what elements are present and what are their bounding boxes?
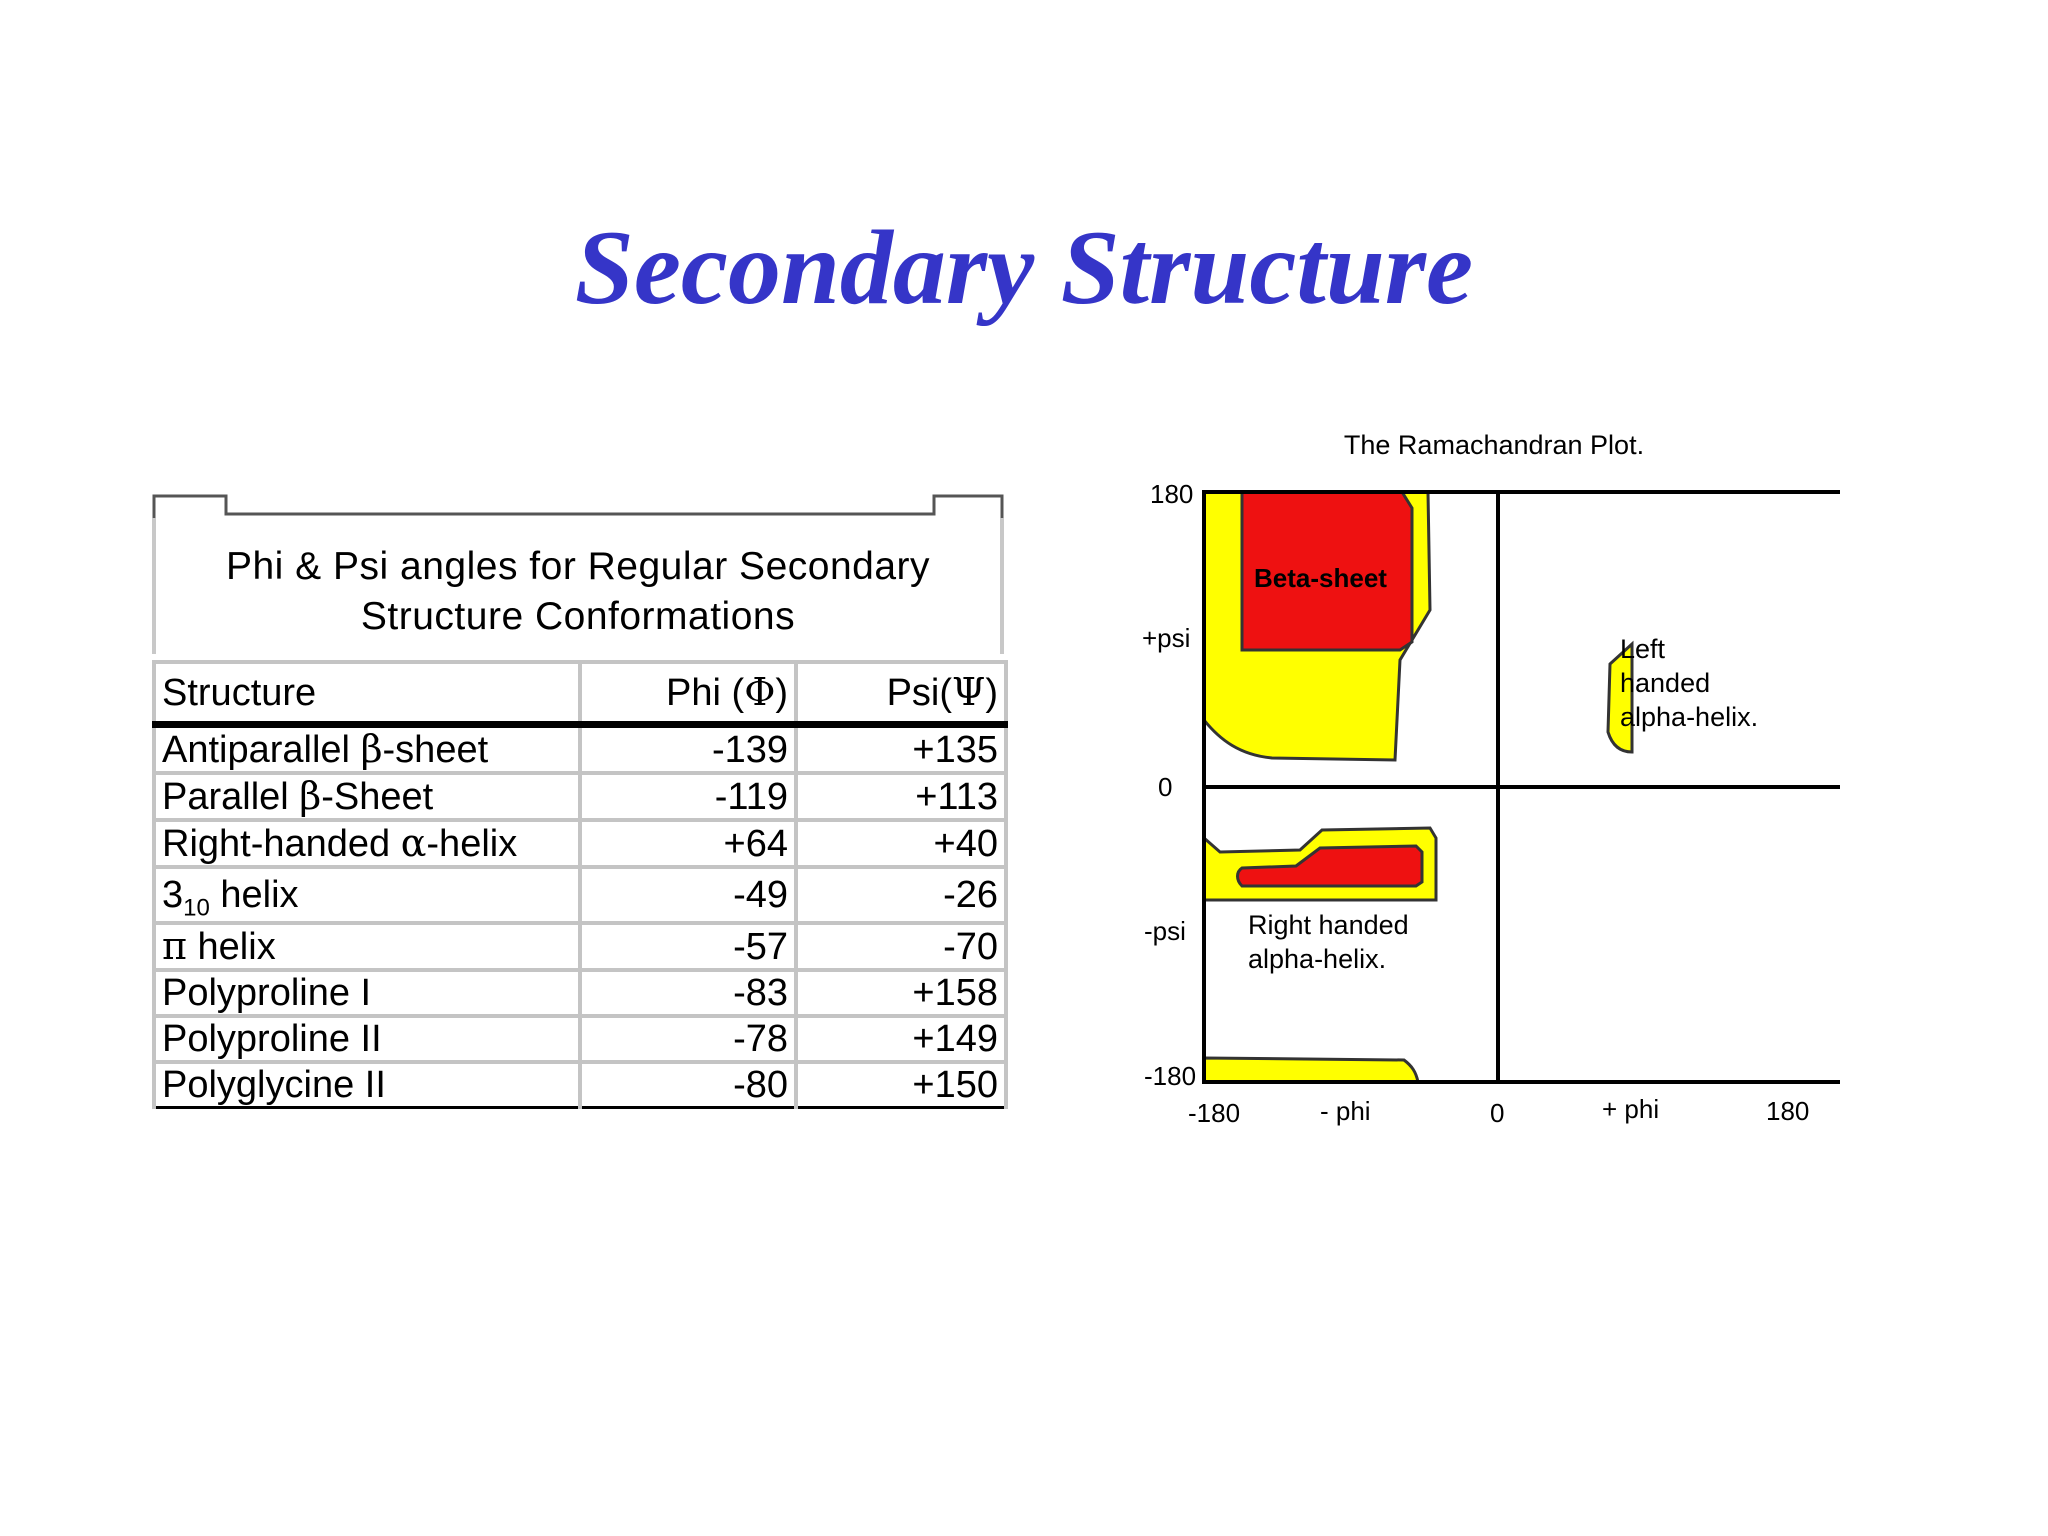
header-psi-text: Psi( xyxy=(886,672,953,714)
table-tab-border xyxy=(152,494,1004,518)
table-row xyxy=(154,820,1006,867)
greek-symbol: α xyxy=(400,821,427,865)
table-row xyxy=(154,773,1006,820)
beta-sheet-label: Beta-sheet xyxy=(1254,563,1387,593)
angles-table xyxy=(152,660,1008,1109)
subscript: 10 xyxy=(183,894,210,922)
header-phi xyxy=(580,662,796,725)
structure-suffix: helix xyxy=(186,926,276,968)
right-helix-label-1: Right handed xyxy=(1248,910,1409,940)
y-label-bottom: -180 xyxy=(1144,1061,1197,1091)
row-phi: -49 xyxy=(580,867,796,923)
y-label-minus-psi: -psi xyxy=(1144,916,1186,946)
table-row xyxy=(154,970,1006,1016)
left-helix-label-1: Left xyxy=(1620,634,1666,664)
phi-symbol: Φ xyxy=(744,670,776,714)
row-psi: +135 xyxy=(796,725,1006,774)
structure-suffix: -Sheet xyxy=(321,776,434,818)
row-phi: -83 xyxy=(580,970,796,1016)
row-structure: Polyglycine II xyxy=(154,1062,580,1108)
psi-symbol: Ψ xyxy=(952,670,986,714)
row-psi: +150 xyxy=(796,1062,1006,1108)
greek-symbol: β xyxy=(299,774,322,818)
header-psi xyxy=(796,662,1006,725)
y-label-plus-psi: +psi xyxy=(1142,623,1191,653)
row-psi: +158 xyxy=(796,970,1006,1016)
row-psi: +40 xyxy=(796,820,1006,867)
y-label-zero: 0 xyxy=(1158,772,1173,802)
row-structure xyxy=(154,820,580,867)
y-label-top: 180 xyxy=(1150,479,1194,509)
x-label-zero: 0 xyxy=(1490,1098,1505,1128)
right-helix-label-2: alpha-helix. xyxy=(1248,944,1387,974)
structure-suffix: -sheet xyxy=(382,729,489,771)
structure-text: 3 xyxy=(162,874,184,916)
ramachandran-plot xyxy=(1100,420,1840,1150)
greek-symbol: β xyxy=(360,727,383,771)
row-structure xyxy=(154,725,580,774)
structure-text: Parallel xyxy=(162,776,300,818)
table-row xyxy=(154,1016,1006,1062)
bottom-allowed-region xyxy=(1204,1058,1418,1082)
x-label-plus-phi: + phi xyxy=(1602,1094,1660,1124)
row-psi: -70 xyxy=(796,923,1006,970)
header-structure: Structure xyxy=(154,662,580,725)
row-phi: +64 xyxy=(580,820,796,867)
table-caption-line-1: Phi & Psi angles for Regular Secondary xyxy=(225,545,931,588)
greek-symbol: π xyxy=(162,924,187,968)
structure-text: Right-handed xyxy=(162,823,401,865)
row-structure xyxy=(154,773,580,820)
row-structure: Polyproline I xyxy=(154,970,580,1016)
header-phi-close: ) xyxy=(775,672,788,714)
x-label-minus-phi: - phi xyxy=(1320,1096,1371,1126)
table-row xyxy=(154,1062,1006,1108)
row-psi: -26 xyxy=(796,867,1006,923)
x-label-right: 180 xyxy=(1766,1096,1810,1126)
table-row xyxy=(154,867,1006,923)
structure-suffix: -helix xyxy=(426,823,518,865)
table-caption xyxy=(152,518,1004,654)
plot-title: The Ramachandran Plot. xyxy=(1343,430,1645,460)
header-psi-close: ) xyxy=(985,672,998,714)
left-helix-label-3: alpha-helix. xyxy=(1620,702,1759,732)
row-structure xyxy=(154,867,580,923)
slide-title: Secondary Structure xyxy=(574,209,1474,326)
left-helix-label-2: handed xyxy=(1620,668,1711,698)
row-phi: -78 xyxy=(580,1016,796,1062)
row-structure xyxy=(154,923,580,970)
row-structure: Polyproline II xyxy=(154,1016,580,1062)
table-caption-line-2: Structure Conformations xyxy=(360,595,796,638)
structure-suffix: helix xyxy=(209,874,299,916)
table-row xyxy=(154,923,1006,970)
row-phi: -139 xyxy=(580,725,796,774)
row-phi: -57 xyxy=(580,923,796,970)
table-header-row xyxy=(154,662,1006,725)
header-phi-text: Phi ( xyxy=(666,672,745,714)
row-psi: +149 xyxy=(796,1016,1006,1062)
row-phi: -119 xyxy=(580,773,796,820)
table-row xyxy=(154,725,1006,774)
x-label-left: -180 xyxy=(1188,1098,1241,1128)
row-phi: -80 xyxy=(580,1062,796,1108)
structure-text: Antiparallel xyxy=(162,729,361,771)
row-psi: +113 xyxy=(796,773,1006,820)
